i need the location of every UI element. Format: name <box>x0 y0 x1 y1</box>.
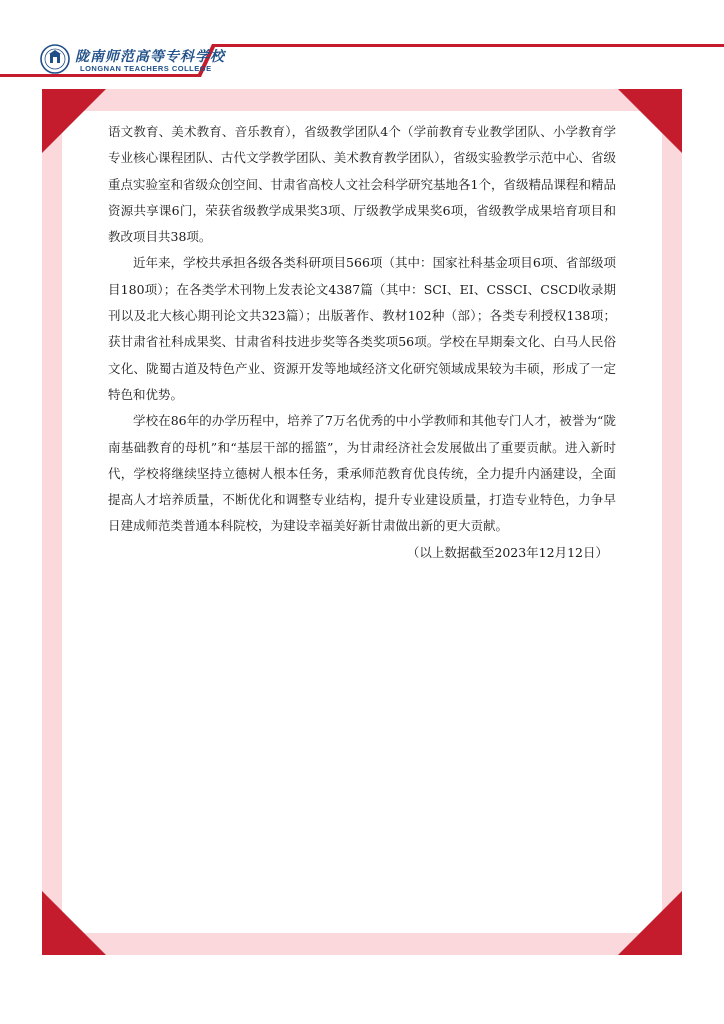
school-seal-icon <box>40 44 70 74</box>
corner-decoration-bottom-left <box>42 891 106 955</box>
paragraph: 近年来，学校共承担各级各类科研项目566项（其中：国家社科基金项目6项、省部级项目180项）；在各类学术刊物上发表论文4387篇（其中：SCI、EI、CSSCI、CSCD收录期刊以及北大核心期刊论文共323篇）；出版著作、教材102种（部）；各类专利授权138项；获甘肃省社科成果奖、甘肃省科技进步奖等各类奖项56项。学校在早期秦文化、白马人民俗文化、陇蜀古道及特色产业、资源开发等地域经济文化研究领域成果较为丰硕，形成了一定特色和优势。 <box>108 255 616 402</box>
paragraph: 语文教育、美术教育、音乐教育），省级教学团队4个（学前教育专业教学团队、小学教育学专业核心课程团队、古代文学教学团队、美术教育教学团队），省级实验教学示范中心、省级重点实验室和省级众创空间、甘肃省高校人文社会科学研究基地各1个，省级精品课程和精品资源共享课6门，荣获省级教学成果奖3项、厅级教学成果奖6项，省级教学成果培育项目和教改项目共38项。 <box>108 124 616 245</box>
page-header <box>0 0 724 80</box>
data-date-note: （以上数据截至2023年12月12日） <box>406 544 608 560</box>
school-name-en: LONGNAN TEACHERS COLLEGE <box>80 64 212 73</box>
paragraph: 学校在86年的办学历程中，培养了7万名优秀的中小学教师和其他专门人才，被誉为“陇南基础教育的母机”和“基层干部的摇篮”，为甘肃经济社会发展做出了重要贡献。进入新时代，学校将继续坚持立德树人根本任务，秉承师范教育优良传统，全力提升内涵建设，全面提高人才培养质量，不断优化和调整专业结构，提升专业建设质量，打造专业特色，力争早日建成师范类普通本科院校，为建设幸福美好新甘肃做出新的更大贡献。 <box>108 413 616 534</box>
corner-decoration-top-left <box>42 89 106 153</box>
corner-decoration-bottom-right <box>618 891 682 955</box>
school-name-cn: 陇南师范高等专科学校 <box>75 49 225 65</box>
corner-decoration-top-right <box>618 89 682 153</box>
body-text <box>108 119 616 566</box>
